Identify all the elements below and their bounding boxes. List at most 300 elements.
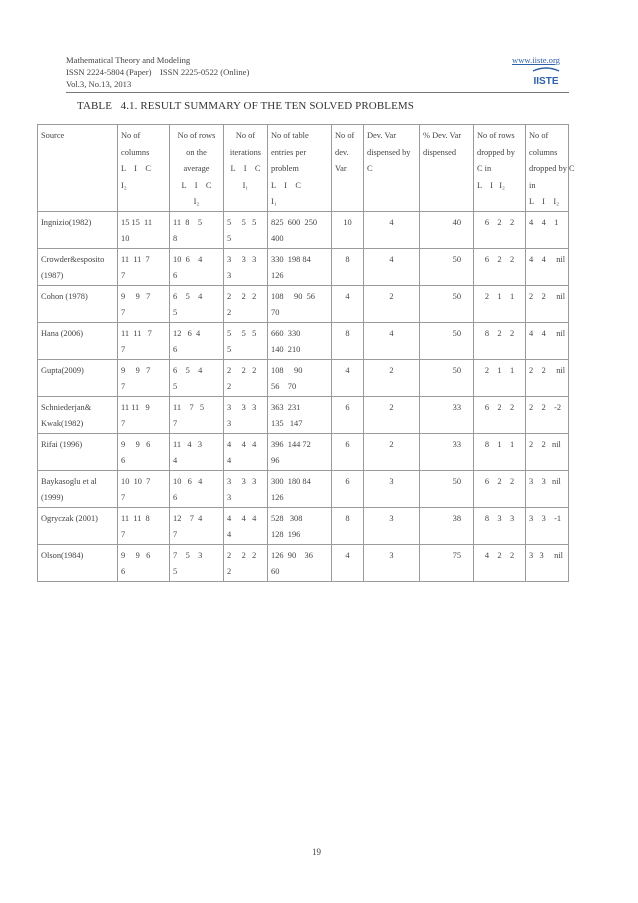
cell-line: 38 [452, 513, 461, 523]
cell-line: 2 [227, 308, 232, 317]
cell-line: 135 147 [271, 419, 303, 428]
column-header-line: C in [477, 164, 492, 173]
cell-line: (1987) [41, 271, 64, 280]
cell-line: 2 2 nil [529, 365, 566, 375]
cell-line: 4 4 4 [227, 439, 257, 449]
table-cell [526, 211, 569, 248]
cell-line: 8 [173, 234, 178, 243]
cell-line: 6 [345, 439, 350, 449]
column-header-line: dropped by C [529, 164, 575, 173]
cell-line: 75 [452, 550, 461, 560]
cell-line: 108 90 56 [271, 291, 315, 301]
table-row [38, 285, 569, 322]
table-cell [332, 322, 364, 359]
table-cell [268, 211, 332, 248]
cell-line: 7 [121, 382, 126, 391]
cell-line: Ogryczak (2001) [41, 513, 98, 523]
cell-line: 11 4 3 [173, 439, 203, 449]
table-cell [38, 396, 118, 433]
cell-line: 56 70 [271, 382, 297, 391]
cell-line: 3 3 nil [529, 476, 561, 486]
cell-line: 396 144 72 [271, 439, 311, 449]
cell-line: 7 [121, 493, 126, 502]
column-header [170, 125, 224, 212]
table-cell [364, 285, 420, 322]
cell-line: 660 330 [271, 328, 301, 338]
cell-line: 108 90 [271, 365, 303, 375]
table-cell [38, 322, 118, 359]
table-cell [38, 470, 118, 507]
column-header-line: dev. [335, 147, 349, 157]
table-cell [170, 507, 224, 544]
cell-line: Gupta(2009) [41, 365, 84, 375]
table-cell [332, 396, 364, 433]
journal-url-link[interactable]: www.iiste.org [512, 55, 560, 65]
table-cell [364, 211, 420, 248]
table-cell [170, 470, 224, 507]
table-cell [170, 359, 224, 396]
table-cell [224, 359, 268, 396]
cell-line: 400 [271, 234, 284, 243]
column-header-line: dispensed by [367, 147, 411, 157]
column-header-line: L I C [230, 164, 261, 173]
table-cell [118, 211, 170, 248]
cell-line: Schniederjan& [41, 402, 92, 412]
table-row [38, 507, 569, 544]
cell-line: 4 4 1 [529, 217, 559, 227]
cell-line: 2 [389, 365, 394, 375]
header-divider [66, 92, 569, 93]
table-cell [420, 248, 474, 285]
cell-line: 126 [271, 271, 284, 280]
table-cell [38, 433, 118, 470]
cell-line: Olson(1984) [41, 550, 84, 560]
table-cell [332, 285, 364, 322]
column-header [268, 125, 332, 212]
cell-line: 3 3 nil [529, 550, 563, 560]
cell-line: 3 [227, 419, 232, 428]
cell-line: 8 2 2 [484, 328, 515, 338]
cell-line: 4 4 nil [529, 328, 566, 338]
cell-line: 96 [271, 456, 280, 465]
cell-line: 9 9 7 [121, 291, 151, 301]
table-cell [38, 507, 118, 544]
cell-line: 363 231 [271, 402, 301, 412]
cell-line: Crowder&esposito [41, 254, 105, 264]
table-cell [38, 248, 118, 285]
table-cell [474, 248, 526, 285]
table-cell [526, 285, 569, 322]
cell-line: 2 [227, 382, 232, 391]
cell-line: 6 5 4 [173, 365, 203, 375]
cell-line: 7 [173, 419, 178, 428]
cell-line: 50 [452, 365, 461, 375]
table-cell [224, 211, 268, 248]
table-cell [268, 433, 332, 470]
svg-text:IISTE: IISTE [533, 76, 559, 87]
table-row [38, 470, 569, 507]
cell-line: 4 2 2 [484, 550, 515, 560]
table-cell [224, 285, 268, 322]
table-cell [332, 359, 364, 396]
table-row [38, 211, 569, 248]
table-cell [526, 544, 569, 581]
table-cell [118, 433, 170, 470]
cell-line: 50 [452, 328, 461, 338]
cell-line: 5 [227, 345, 232, 354]
cell-line: 5 5 5 [227, 328, 257, 338]
table-cell [224, 433, 268, 470]
column-header-line: L I C [181, 180, 212, 190]
table-cell [420, 396, 474, 433]
table-cell [420, 211, 474, 248]
cell-line: (1999) [41, 493, 64, 502]
column-header-line: I₂ [193, 197, 200, 206]
table-cell [526, 359, 569, 396]
results-table [37, 124, 575, 582]
column-header [332, 125, 364, 212]
table-cell [420, 359, 474, 396]
cell-line: 2 2 2 [227, 550, 257, 560]
column-header-line: No of [121, 131, 141, 140]
column-header-line: L I I₂ [529, 197, 560, 206]
cell-line: 3 [389, 513, 394, 523]
cell-line: 4 [389, 328, 394, 338]
cell-line: 4 [345, 365, 350, 375]
iiste-logo [531, 67, 561, 87]
table-cell [38, 359, 118, 396]
cell-line: 3 3 3 [227, 254, 257, 264]
cell-line: 5 5 5 [227, 217, 257, 227]
table-cell [420, 285, 474, 322]
cell-line: 10 [343, 217, 352, 227]
table-cell [474, 470, 526, 507]
table-caption: TABLE 4.1. RESULT SUMMARY OF THE TEN SOLVED PROBLEMS [77, 100, 415, 112]
column-header-line: No of [235, 131, 256, 140]
table-cell [118, 507, 170, 544]
cell-line: 2 [227, 567, 232, 576]
table-cell [332, 544, 364, 581]
cell-line: Rifai (1996) [41, 439, 83, 449]
table-cell [118, 248, 170, 285]
table-cell [526, 507, 569, 544]
table-cell [420, 470, 474, 507]
table-cell [364, 507, 420, 544]
column-header-line: columns [121, 147, 150, 157]
cell-line: 8 [345, 513, 350, 523]
table-cell [268, 322, 332, 359]
cell-line: 5 [173, 308, 178, 317]
cell-line: 7 [173, 530, 178, 539]
cell-line: 4 [173, 456, 178, 465]
cell-line: 128 196 [271, 530, 301, 539]
cell-line: 6 [121, 567, 126, 576]
cell-line: 2 2 2 [227, 365, 257, 375]
column-header-line: No of rows [177, 131, 216, 140]
cell-line: 4 4 4 [227, 513, 257, 523]
table-cell [170, 248, 224, 285]
column-header-line: Source [41, 131, 65, 140]
table-cell [474, 359, 526, 396]
table-cell [224, 507, 268, 544]
cell-line: 5 [173, 382, 178, 391]
cell-line: 3 [227, 271, 232, 280]
cell-line: 11 11 7 [121, 328, 152, 338]
table-row [38, 359, 569, 396]
cell-line: 2 [389, 402, 394, 412]
table-cell [420, 507, 474, 544]
table-cell [118, 544, 170, 581]
cell-line: 4 [227, 530, 232, 539]
table-cell [526, 396, 569, 433]
table-cell [170, 433, 224, 470]
cell-line: 10 6 4 [173, 254, 203, 264]
cell-line: 6 [173, 493, 178, 502]
table-cell [268, 470, 332, 507]
cell-line: 6 2 2 [484, 476, 515, 486]
table-cell [420, 433, 474, 470]
column-header-line: No of [529, 131, 549, 140]
column-header [474, 125, 526, 212]
cell-line: 7 [121, 308, 126, 317]
column-header-line: Var [335, 164, 347, 173]
cell-line: 10 [121, 234, 130, 243]
column-header-line: entries per [271, 147, 307, 157]
cell-line: 6 5 4 [173, 291, 203, 301]
cell-line: 4 4 nil [529, 254, 566, 264]
cell-line: 3 3 3 [227, 476, 257, 486]
column-header [420, 125, 474, 212]
table-cell [118, 322, 170, 359]
column-header-line: L I C [271, 180, 301, 190]
table-cell [268, 285, 332, 322]
cell-line: 126 [271, 493, 284, 502]
table-row [38, 396, 569, 433]
cell-line: 70 [271, 308, 280, 317]
cell-line: 3 [389, 476, 394, 486]
cell-line: 33 [452, 439, 461, 449]
table-cell [364, 470, 420, 507]
cell-line: 140 210 [271, 345, 301, 354]
table-cell [332, 433, 364, 470]
column-header-line: I₁ [242, 180, 249, 190]
cell-line: 12 6 4 [173, 328, 201, 338]
table-cell [332, 507, 364, 544]
cell-line: 2 1 1 [484, 291, 515, 301]
column-header-line: I₁ [271, 197, 277, 206]
cell-line: 4 [345, 291, 350, 301]
cell-line: 2 2 nil [529, 439, 561, 449]
cell-line: Kwak(1982) [41, 419, 84, 428]
table-cell [332, 211, 364, 248]
page-number: 19 [312, 847, 321, 857]
table-cell [268, 359, 332, 396]
cell-line: 10 6 4 [173, 476, 203, 486]
cell-line: 7 [121, 419, 126, 428]
table-cell [474, 322, 526, 359]
column-header [224, 125, 268, 212]
table-cell [474, 211, 526, 248]
column-header-line: I₂ [121, 180, 127, 190]
table-cell [364, 322, 420, 359]
cell-line: 8 3 3 [484, 513, 515, 523]
table-cell [526, 248, 569, 285]
cell-line: 2 1 1 [484, 365, 515, 375]
cell-line: 3 [389, 550, 394, 560]
table-cell [268, 248, 332, 285]
table-cell [224, 470, 268, 507]
cell-line: 11 11 7 [121, 254, 150, 264]
column-header-line: % Dev. Var [423, 131, 462, 140]
cell-line: 4 [389, 254, 394, 264]
table-cell [420, 322, 474, 359]
cell-line: 50 [452, 291, 461, 301]
table-cell [38, 544, 118, 581]
table-cell [118, 359, 170, 396]
issn-line: ISSN 2224-5804 (Paper) ISSN 2225-0522 (Online) [66, 67, 250, 77]
column-header-line: average [183, 164, 210, 173]
column-header [118, 125, 170, 212]
cell-line: Baykasoglu et al [41, 476, 97, 486]
column-header [38, 125, 118, 212]
cell-line: 3 3 -1 [529, 513, 562, 523]
column-header-line: dispensed [423, 147, 457, 157]
table-cell [118, 470, 170, 507]
table-cell [170, 285, 224, 322]
table-cell [118, 396, 170, 433]
cell-line: 2 [389, 291, 394, 301]
cell-line: 825 600 250 [271, 217, 318, 227]
table-cell [332, 248, 364, 285]
table-cell [170, 211, 224, 248]
cell-line: 9 9 6 [121, 550, 151, 560]
cell-line: Ingnizio(1982) [41, 217, 92, 227]
table-cell [224, 544, 268, 581]
cell-line: 6 [345, 402, 350, 412]
cell-line: 6 2 2 [484, 217, 515, 227]
cell-line: 11 11 9 [121, 402, 150, 412]
cell-line: 4 [227, 456, 232, 465]
table-header-row [38, 125, 569, 212]
table-cell [38, 285, 118, 322]
table-cell [420, 544, 474, 581]
column-header-line: C [367, 164, 373, 173]
table-cell [332, 470, 364, 507]
journal-title: Mathematical Theory and Modeling [66, 55, 191, 65]
table-row [38, 544, 569, 581]
column-header-line: on the [186, 147, 207, 157]
table-cell [170, 322, 224, 359]
cell-line: 10 10 7 [121, 476, 151, 486]
cell-line: Cohon (1978) [41, 291, 88, 301]
cell-line: 40 [452, 217, 461, 227]
table-cell [268, 396, 332, 433]
table-cell [224, 248, 268, 285]
cell-line: 300 180 84 [271, 476, 311, 486]
cell-line: 528 308 [271, 513, 303, 523]
table-cell [224, 322, 268, 359]
cell-line: 7 5 3 [173, 550, 203, 560]
column-header-line: iterations [229, 147, 262, 157]
cell-line: 2 2 -2 [529, 402, 562, 412]
table-row [38, 248, 569, 285]
cell-line: 2 [389, 439, 394, 449]
cell-line: 8 1 1 [484, 439, 515, 449]
table-cell [526, 322, 569, 359]
cell-line: 6 [121, 456, 126, 465]
column-header-line: dropped by [477, 147, 515, 157]
cell-line: 3 3 3 [227, 402, 257, 412]
cell-line: 33 [452, 402, 461, 412]
table-cell [364, 544, 420, 581]
cell-line: 8 [345, 328, 350, 338]
cell-line: 4 [345, 550, 350, 560]
table-cell [526, 470, 569, 507]
table-cell [474, 507, 526, 544]
table-cell [474, 396, 526, 433]
cell-line: 4 [389, 217, 394, 227]
column-header [526, 125, 575, 212]
cell-line: 5 [227, 234, 232, 243]
table-cell [268, 507, 332, 544]
table-cell [364, 433, 420, 470]
cell-line: 7 [121, 530, 126, 539]
table-cell [474, 433, 526, 470]
cell-line: 5 [173, 567, 178, 576]
table-row [38, 322, 569, 359]
cell-line: 6 [173, 271, 178, 280]
table-cell [364, 359, 420, 396]
cell-line: 2 2 nil [529, 291, 566, 301]
table-row [38, 433, 569, 470]
cell-line: 60 [271, 567, 280, 576]
column-header-line: problem [271, 164, 299, 173]
cell-line: 6 2 2 [484, 402, 515, 412]
table-cell [474, 285, 526, 322]
cell-line: Hana (2006) [41, 328, 84, 338]
cell-line: 6 2 2 [484, 254, 515, 264]
cell-line: 9 9 6 [121, 439, 151, 449]
column-header-line: L I I₂ [477, 180, 505, 190]
volume-line: Vol.3, No.13, 2013 [66, 79, 132, 89]
table-cell [224, 396, 268, 433]
table-cell [364, 248, 420, 285]
cell-line: 330 198 84 [271, 254, 311, 264]
cell-line: 3 [227, 493, 232, 502]
column-header-line: in [529, 180, 536, 190]
cell-line: 6 [173, 345, 178, 354]
column-header-line: L I C [121, 164, 151, 173]
cell-line: 7 [121, 345, 126, 354]
cell-line: 7 [121, 271, 126, 280]
cell-line: 126 90 36 [271, 550, 313, 560]
column-header [364, 125, 420, 212]
table-cell [268, 544, 332, 581]
column-header-line: No of rows [477, 131, 515, 140]
cell-line: 11 7 5 [173, 402, 205, 412]
table-cell [38, 211, 118, 248]
cell-line: 2 2 2 [227, 291, 257, 301]
cell-line: 50 [452, 476, 461, 486]
cell-line: 50 [452, 254, 461, 264]
column-header-line: Dev. Var [367, 131, 397, 140]
cell-line: 11 11 8 [121, 513, 150, 523]
cell-line: 12 7 4 [173, 513, 203, 523]
table-cell [170, 544, 224, 581]
table-cell [526, 433, 569, 470]
table-cell [474, 544, 526, 581]
table-cell [118, 285, 170, 322]
